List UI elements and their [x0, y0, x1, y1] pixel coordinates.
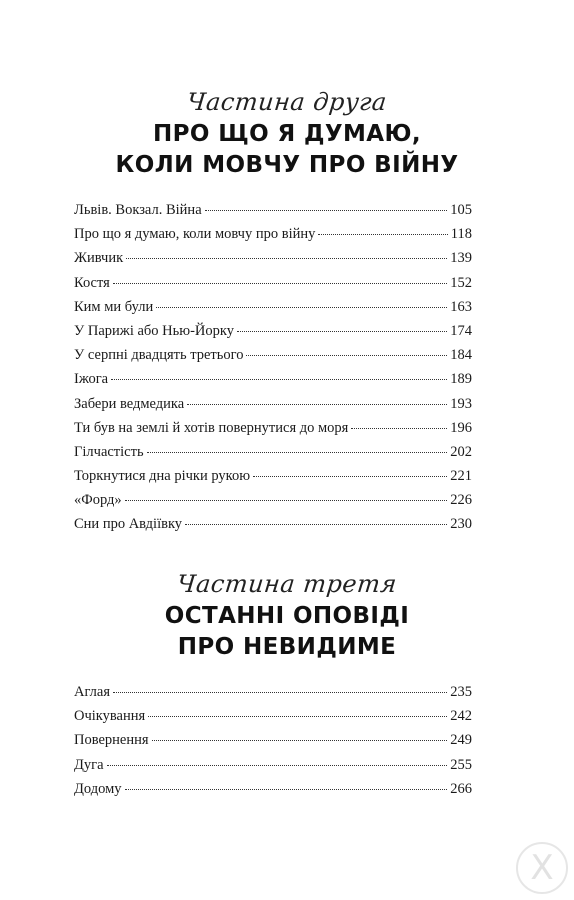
toc-entry[interactable]: [74, 226, 472, 250]
part-two-title-line-1: ПРО ЩО Я ДУМАЮ,: [152, 121, 422, 147]
part-three-title-line-2: ПРО НЕВИДИМЕ: [177, 634, 397, 660]
toc-entry-page: 226: [450, 492, 472, 509]
toc-entry-page: 118: [450, 226, 472, 243]
toc-entry-page: 174: [450, 322, 472, 339]
dot-leader: [187, 404, 447, 405]
toc-entry[interactable]: [74, 299, 472, 323]
toc-entry-page: 152: [450, 274, 472, 291]
toc-entry-title: Очікування: [74, 708, 146, 725]
toc-entry-page: 193: [450, 395, 472, 412]
toc-entry-page: 266: [450, 780, 472, 797]
part-two-heading: [0, 88, 574, 181]
dot-leader: [148, 716, 447, 717]
toc-entry-page: 105: [450, 202, 472, 218]
toc-entry[interactable]: [74, 684, 472, 708]
toc-entry-title: Сни про Авдіївку: [74, 516, 183, 533]
toc-entry-title: Дуга: [74, 756, 104, 773]
dot-leader: [205, 210, 448, 211]
toc-entry[interactable]: [74, 396, 472, 420]
dot-leader: [111, 379, 447, 380]
toc-entry[interactable]: [74, 468, 472, 492]
toc-entry-page: 163: [450, 298, 472, 315]
toc-entry[interactable]: [74, 202, 472, 226]
toc-entry[interactable]: [74, 275, 472, 299]
toc-entry-page: 184: [450, 347, 472, 364]
toc-entry-page: 230: [450, 516, 472, 533]
dot-leader: [125, 500, 448, 501]
toc-entry[interactable]: [74, 516, 472, 540]
part-three-title-line-1: ОСТАННІ ОПОВІДІ: [164, 603, 410, 629]
dot-leader: [156, 307, 447, 308]
toc-entry-title: У Парижі або Нью-Йорку: [74, 322, 234, 339]
part-three-heading: [0, 570, 574, 663]
toc-entry-page: 249: [450, 732, 472, 749]
dot-leader: [351, 428, 447, 429]
toc-entry-page: 235: [450, 684, 472, 700]
toc-entry[interactable]: [74, 757, 472, 781]
dot-leader: [246, 355, 447, 356]
toc-entry-page: 189: [450, 371, 472, 388]
toc-entry[interactable]: [74, 347, 472, 371]
dot-leader: [185, 524, 447, 525]
toc-entry-page: 221: [450, 468, 472, 485]
toc-entry-page: 242: [450, 708, 472, 725]
toc-entry-title: Про що я думаю, коли мовчу про війну: [74, 226, 316, 243]
toc-entry-title: Костя: [74, 274, 110, 291]
dot-leader: [253, 476, 447, 477]
toc-entry-title: Додому: [74, 780, 122, 797]
toc-entry[interactable]: [74, 492, 472, 516]
part-three-toc: [74, 684, 472, 805]
toc-entry-page: 196: [450, 419, 472, 436]
toc-entry-title: Гілчастість: [74, 443, 144, 460]
toc-entry-title: Живчик: [74, 250, 124, 267]
toc-entry[interactable]: [74, 250, 472, 274]
toc-entry[interactable]: [74, 781, 472, 805]
watermark-logo: [516, 842, 568, 894]
dot-leader: [126, 258, 447, 259]
part-two-toc: [74, 202, 472, 541]
watermark-letter: Х: [530, 848, 554, 888]
toc-entry[interactable]: [74, 420, 472, 444]
toc-entry-title: Забери ведмедика: [74, 395, 185, 412]
dot-leader: [318, 234, 447, 235]
toc-entry[interactable]: [74, 323, 472, 347]
part-two-title-line-2: КОЛИ МОВЧУ ПРО ВІЙНУ: [115, 152, 459, 178]
toc-entry-title: Аглая: [74, 684, 111, 700]
toc-entry-title: Львів. Вокзал. Війна: [74, 202, 202, 218]
toc-entry-title: У серпні двадцять третього: [74, 347, 244, 364]
part-two-label: Частина друга: [185, 88, 389, 116]
toc-entry[interactable]: [74, 371, 472, 395]
dot-leader: [107, 765, 448, 766]
toc-entry[interactable]: [74, 444, 472, 468]
dot-leader: [237, 331, 447, 332]
toc-entry-page: 202: [450, 443, 472, 460]
toc-entry-page: 255: [450, 756, 472, 773]
toc-entry-title: Ким ми були: [74, 298, 154, 315]
toc-entry-title: Торкнутися дна річки рукою: [74, 468, 251, 485]
dot-leader: [113, 692, 447, 693]
toc-entry-title: Повернення: [74, 732, 149, 749]
dot-leader: [152, 740, 448, 741]
toc-entry-page: 139: [450, 250, 472, 267]
dot-leader: [125, 789, 448, 790]
toc-entry-title: «Форд»: [74, 492, 122, 509]
dot-leader: [147, 452, 448, 453]
toc-entry[interactable]: [74, 708, 472, 732]
toc-entry-title: Іжога: [74, 371, 109, 388]
toc-entry[interactable]: [74, 732, 472, 756]
part-three-label: Частина третя: [175, 570, 399, 598]
toc-entry-title: Ти був на землі й хотів повернутися до моря: [74, 419, 349, 436]
dot-leader: [113, 283, 447, 284]
